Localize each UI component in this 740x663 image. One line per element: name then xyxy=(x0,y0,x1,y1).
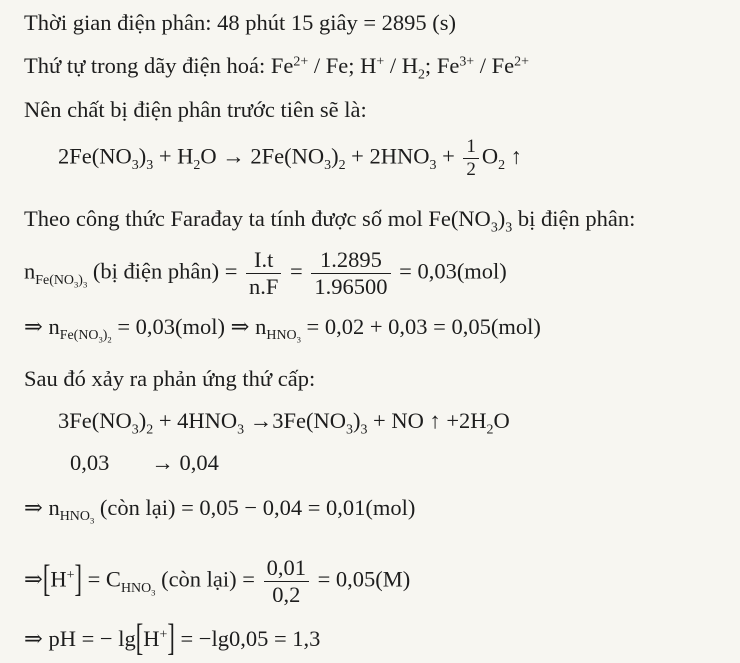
text: / Fe; xyxy=(308,53,361,78)
text: O → 2Fe(NO xyxy=(200,143,325,169)
text: Theo công thức Farađay ta tính được số mol Fe(NO xyxy=(24,206,491,231)
text: Fe(NO xyxy=(59,328,99,344)
superscript: 3+ xyxy=(459,54,475,70)
subscript: 3 xyxy=(98,334,103,345)
equation-h-concentration xyxy=(24,555,410,608)
text: + 2HNO xyxy=(345,143,430,169)
bracket: [ xyxy=(42,556,51,599)
numerator: 1 xyxy=(463,136,479,159)
subscript: 3 xyxy=(131,422,139,438)
subscript: 3 xyxy=(151,587,156,598)
text: HNO xyxy=(59,509,90,525)
numerator: 0,01 xyxy=(264,555,309,582)
text: n xyxy=(24,258,36,284)
text: + xyxy=(436,143,461,169)
text: / H xyxy=(384,53,418,78)
text: (còn lại) = xyxy=(155,566,261,592)
text: 2Fe(NO xyxy=(58,143,132,169)
text: ) xyxy=(331,143,339,169)
line-secondary-reaction-intro: Sau đó xảy ra phản ứng thứ cấp: xyxy=(24,366,316,391)
text: (bị điện phân) = xyxy=(87,258,244,284)
numerator: 1.2895 xyxy=(311,247,390,274)
subscript: 2 xyxy=(146,422,154,438)
subscript-formula xyxy=(121,581,156,596)
subscript: 2 xyxy=(486,422,494,438)
denominator: 0,2 xyxy=(272,581,301,607)
subscript: 3 xyxy=(345,422,353,438)
text: →3Fe(NO xyxy=(244,408,346,433)
text: ) xyxy=(352,408,361,433)
subscript: 2 xyxy=(417,67,425,83)
subscript-formula xyxy=(60,509,95,524)
superscript: + xyxy=(66,567,75,583)
text: = 0,03(mol) xyxy=(393,258,507,284)
equation-primary-reaction xyxy=(58,136,522,181)
text: ⇒ pH = − lg xyxy=(24,626,136,651)
text: Fe(NO xyxy=(35,272,74,288)
text: → 0,04 xyxy=(151,450,219,475)
subscript: 2 xyxy=(193,157,201,173)
text: = 0,05(M) xyxy=(311,566,411,592)
denominator: 2 xyxy=(466,158,476,180)
equation-ph xyxy=(24,615,321,659)
text: 3Fe(NO xyxy=(58,408,132,433)
text: ) xyxy=(78,272,83,288)
text: O xyxy=(493,408,510,433)
denominator: n.F xyxy=(249,273,279,299)
line-first-electrolysed: Nên chất bị điện phân trước tiên sẽ là: xyxy=(24,97,367,122)
text: ⇒ n xyxy=(24,495,60,520)
superscript: + xyxy=(376,54,385,70)
subscript: 2 xyxy=(338,157,346,173)
subscript-formula xyxy=(266,328,301,343)
text: bị điện phân: xyxy=(512,206,636,231)
superscript: 2+ xyxy=(514,54,530,70)
equation-moles-hno3 xyxy=(24,314,541,345)
superscript: + xyxy=(159,627,168,643)
line-faraday-intro xyxy=(24,206,636,236)
text: + NO ↑ +2H xyxy=(367,408,487,433)
numerator: I.t xyxy=(246,247,281,274)
subscript: 3 xyxy=(296,334,301,345)
subscript: 3 xyxy=(89,515,95,526)
fraction-numeric xyxy=(311,247,390,300)
text: = C xyxy=(81,566,121,592)
text: ) xyxy=(138,408,147,433)
text: (còn lại) = 0,05 − 0,04 = 0,01(mol) xyxy=(94,495,416,520)
subscript: 3 xyxy=(131,157,139,173)
subscript: 3 xyxy=(505,220,513,236)
subscript: 3 xyxy=(73,279,79,290)
bracket: ] xyxy=(167,615,175,659)
subscript-formula xyxy=(60,328,112,343)
denominator: 1.96500 xyxy=(314,273,388,299)
couple-fe3-fe2 xyxy=(437,53,529,78)
subscript: 3 xyxy=(237,422,245,438)
text: ⇒ n xyxy=(24,314,60,339)
subscript: 3 xyxy=(490,220,498,236)
text: + H xyxy=(153,143,194,169)
text: 0,03 xyxy=(70,450,110,475)
text: ) xyxy=(102,328,108,344)
bracket: ] xyxy=(74,556,82,599)
text: H xyxy=(360,53,377,78)
subscript: 2 xyxy=(107,334,112,345)
text: ↑ xyxy=(505,143,522,169)
line-electrochemical-series xyxy=(24,53,530,83)
fraction-it-over-nf xyxy=(246,247,281,300)
line-stoichiometry xyxy=(70,452,219,475)
fraction-one-half xyxy=(463,136,479,181)
subscript: 3 xyxy=(429,157,437,173)
text: Thứ tự trong dãy điện hoá: xyxy=(24,53,271,78)
text: + 4HNO xyxy=(153,408,238,433)
couple-fe2-fe xyxy=(271,53,360,78)
text: Fe xyxy=(270,53,294,78)
subscript: 3 xyxy=(360,422,368,438)
subscript: 3 xyxy=(146,157,154,173)
line-electrolysis-time: Thời gian điện phân: 48 phút 15 giây = 2895 (s) xyxy=(24,10,457,35)
text: Fe xyxy=(436,53,460,78)
text: = −lg0,05 = 1,3 xyxy=(174,626,321,651)
text: ⇒ xyxy=(24,566,43,592)
equation-faraday-calc xyxy=(24,247,507,300)
text: H xyxy=(143,626,160,651)
superscript: 2+ xyxy=(293,54,309,70)
text: ) xyxy=(138,143,147,169)
equation-secondary-reaction xyxy=(58,408,510,438)
subscript: 3 xyxy=(82,279,88,290)
subscript-formula xyxy=(35,273,87,288)
text: ) xyxy=(497,206,506,231)
fraction-concentration xyxy=(264,555,309,608)
text: / Fe xyxy=(474,53,515,78)
couple-h-h2 xyxy=(360,53,437,83)
text: = 0,03(mol) ⇒ n xyxy=(111,314,267,339)
text: ; xyxy=(424,53,437,78)
equation-hno3-remaining xyxy=(24,495,416,526)
text: = 0,02 + 0,03 = 0,05(mol) xyxy=(300,314,541,339)
text: = xyxy=(284,258,309,284)
text: HNO xyxy=(266,328,297,344)
subscript: 3 xyxy=(324,157,332,173)
text: O xyxy=(481,143,499,169)
text: HNO xyxy=(120,580,152,596)
bracket: [ xyxy=(135,615,144,659)
text: H xyxy=(50,566,67,592)
subscript: 2 xyxy=(498,157,506,173)
